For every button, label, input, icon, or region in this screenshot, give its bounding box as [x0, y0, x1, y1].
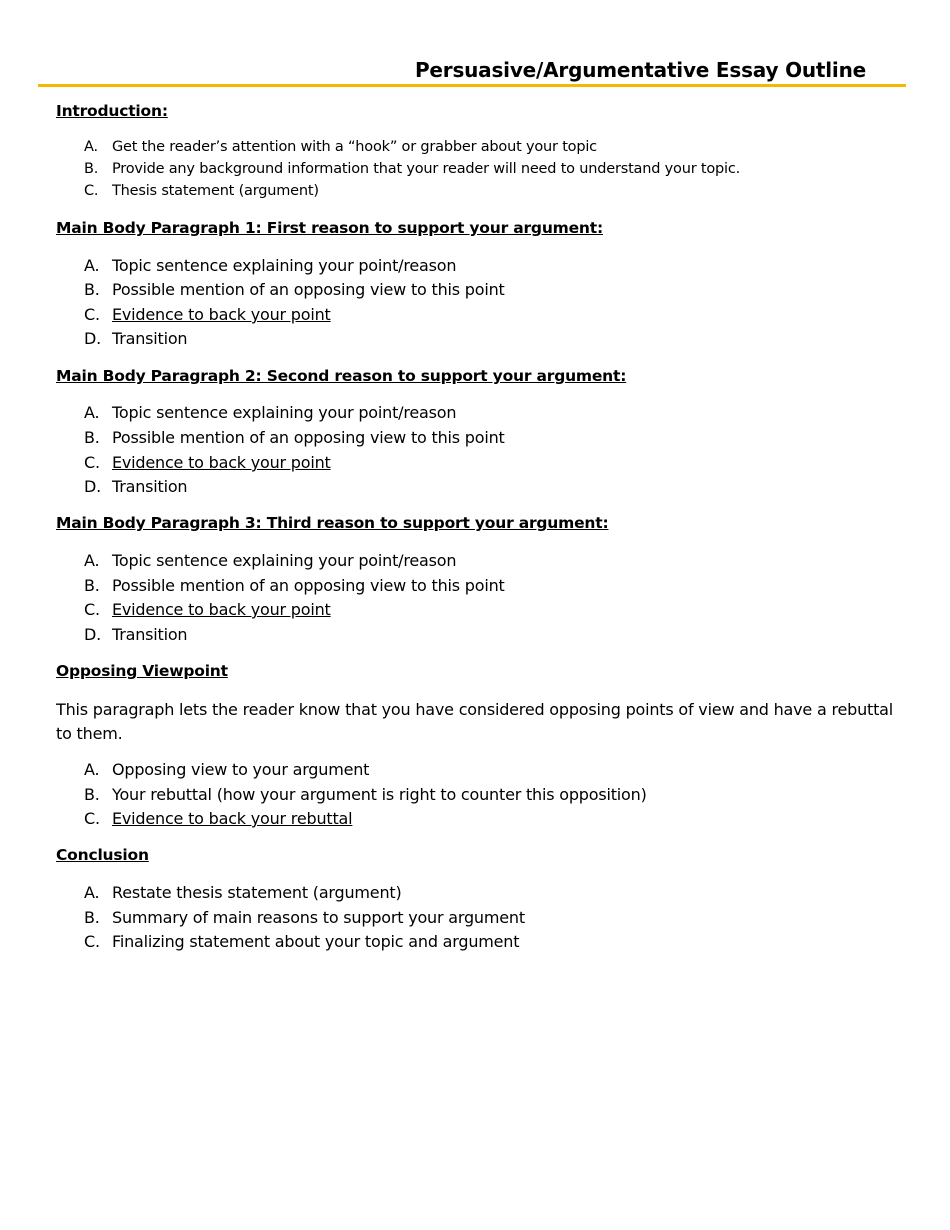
section-heading-opposing-viewpoint: Opposing Viewpoint	[56, 662, 228, 680]
list-item-text: Transition	[112, 329, 188, 348]
list-item-text: Topic sentence explaining your point/reason	[112, 403, 457, 422]
list-marker: B.	[84, 280, 100, 299]
section-heading-introduction: Introduction:	[56, 102, 168, 120]
list-marker: C.	[84, 809, 100, 828]
list-item-text: Evidence to back your point	[112, 600, 331, 619]
list-item	[84, 576, 505, 595]
list-item	[84, 760, 369, 779]
list-marker: C.	[84, 600, 100, 619]
list-marker: B.	[84, 161, 99, 177]
list-item	[84, 908, 525, 927]
list-item-text: Topic sentence explaining your point/reason	[112, 256, 457, 275]
list-item	[84, 453, 331, 472]
list-marker: C.	[84, 183, 99, 199]
list-item	[84, 329, 187, 348]
list-marker: A.	[84, 256, 100, 275]
section-heading-body-1: Main Body Paragraph 1: First reason to support your argument:	[56, 219, 603, 237]
list-item-text: Possible mention of an opposing view to this point	[112, 576, 505, 595]
list-marker: A.	[84, 883, 100, 902]
list-marker: A.	[84, 403, 100, 422]
list-item-text: Opposing view to your argument	[112, 760, 370, 779]
list-item	[84, 625, 187, 644]
list-marker: B.	[84, 785, 100, 804]
list-marker: B.	[84, 428, 100, 447]
list-item-text: Finalizing statement about your topic and argument	[112, 932, 520, 951]
list-item-text: Topic sentence explaining your point/reason	[112, 551, 457, 570]
list-marker: D.	[84, 329, 102, 348]
list-item	[84, 477, 187, 496]
list-marker: A.	[84, 551, 100, 570]
list-marker: B.	[84, 576, 100, 595]
list-item	[84, 139, 597, 155]
list-marker: D.	[84, 477, 102, 496]
list-item	[84, 256, 456, 275]
list-item	[84, 428, 505, 447]
title-rule	[38, 84, 906, 87]
list-marker: C.	[84, 932, 100, 951]
list-item-text: Possible mention of an opposing view to this point	[112, 428, 505, 447]
list-marker: B.	[84, 908, 100, 927]
list-marker: C.	[84, 305, 100, 324]
list-marker: C.	[84, 453, 100, 472]
list-item	[84, 280, 505, 299]
list-marker: A.	[84, 139, 98, 155]
list-item-text: Summary of main reasons to support your argument	[112, 908, 525, 927]
list-item-text: Evidence to back your rebuttal	[112, 809, 353, 828]
list-item-text: Evidence to back your point	[112, 305, 331, 324]
list-item	[84, 932, 519, 951]
list-item-text: Restate thesis statement (argument)	[112, 883, 402, 902]
list-item	[84, 305, 331, 324]
list-item	[84, 600, 331, 619]
list-item-text: Evidence to back your point	[112, 453, 331, 472]
list-item-text: Get the reader’s attention with a “hook” or grabber about your topic	[112, 139, 597, 155]
list-item	[84, 403, 456, 422]
opposing-viewpoint-paragraph: This paragraph lets the reader know that you have considered opposing points of view and have a rebuttal to them.	[56, 700, 894, 743]
list-item-text: Your rebuttal (how your argument is right to counter this opposition)	[112, 785, 647, 804]
list-item	[84, 161, 740, 177]
list-item	[84, 551, 456, 570]
list-marker: A.	[84, 760, 100, 779]
list-item	[84, 809, 352, 828]
list-item-text: Thesis statement (argument)	[112, 183, 319, 199]
document-title: Persuasive/Argumentative Essay Outline	[414, 58, 866, 82]
section-heading-body-2: Main Body Paragraph 2: Second reason to support your argument:	[56, 367, 627, 385]
list-item	[84, 785, 647, 804]
list-item-text: Transition	[112, 477, 188, 496]
list-item-text: Provide any background information that your reader will need to understand your topic.	[112, 161, 741, 177]
section-heading-conclusion: Conclusion	[56, 846, 149, 864]
list-item	[84, 183, 319, 199]
section-heading-body-3: Main Body Paragraph 3: Third reason to support your argument:	[56, 514, 609, 532]
list-item-text: Transition	[112, 625, 188, 644]
list-marker: D.	[84, 625, 102, 644]
list-item-text: Possible mention of an opposing view to this point	[112, 280, 505, 299]
list-item	[84, 883, 402, 902]
